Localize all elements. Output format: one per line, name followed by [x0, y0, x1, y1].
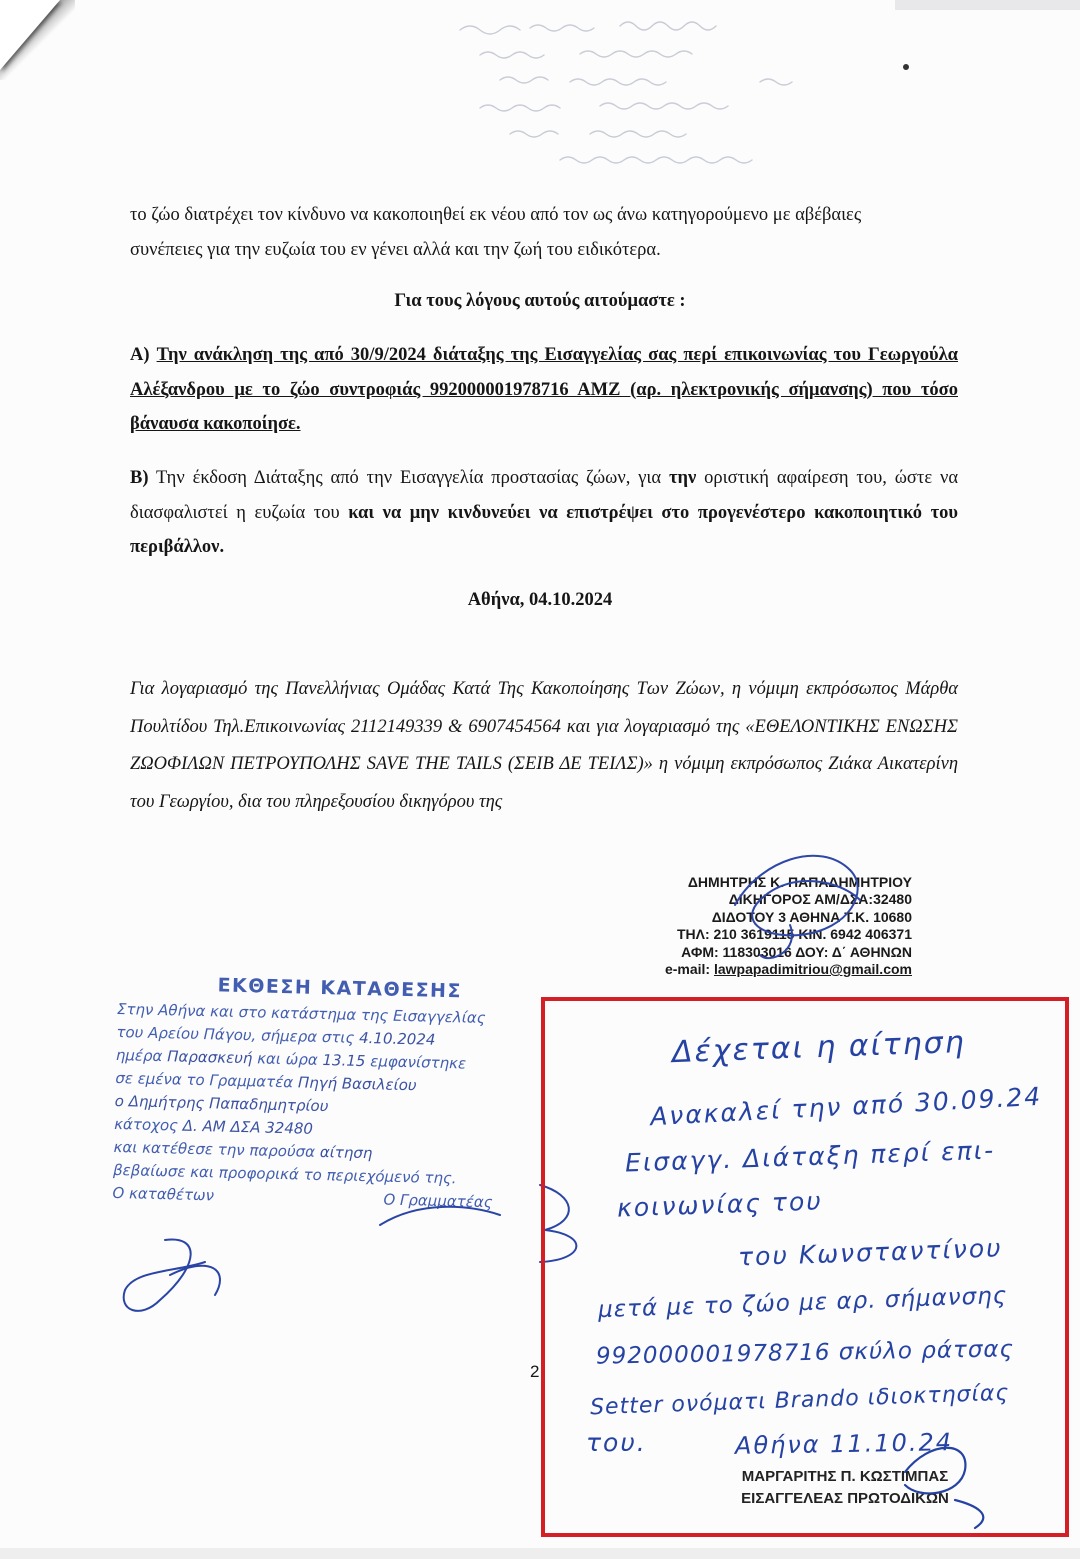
note-line-3: Εισαγγ. Διάταξη περί επι-: [624, 1135, 996, 1178]
filing-day-handwritten: Παρασκευή: [166, 1047, 253, 1068]
signature-paragraph: Για λογαριασμό της Πανελλήνιας Ομάδας Κατά Της Κακοποίησης Των Ζώων, η νόμιμη εκπρόσωπος Μάρθα Πουλτίδου Τηλ.Επικοινωνίας 2112149339 & 6907454564 και για λογαριασμό της «ΕΘΕΛΟΝΤΙΚΗΣ ΕΝΩΣΗΣ ΖΩΟΦΙΛΩΝ ΠΕΤΡΟΥΠΟΛΗΣ SAVE THE TAILS (ΣΕΙΒ ΔΕ ΤΕΙΛΣ)» η νόμιμη εκπρόσωπος Ζιάκα Αικατερίνη του Γεωργίου, δια του πληρεξουσίου δικηγόρου της: [130, 679, 958, 812]
filing-doc-handwritten: αίτηση: [319, 1142, 373, 1163]
lawyer-email: lawpapadimitriou@gmail.com: [713, 961, 912, 978]
request-a-text: Την ανάκληση της από 30/9/2024 διάταξης της Εισαγγελίας σας περί επικοινωνίας του Γεωργούλα Αλέξανδρου με το ζώο συντροφιάς 992000001978716 ΑΜΖ (αρ. ηλεκτρονικής σήμανσης) που τόσο βάναυσα κακοποίησε.: [130, 345, 958, 434]
note-line-9: του.: [586, 1428, 647, 1457]
highlight-box: [541, 997, 1069, 1537]
request-b-text-2: οριστική αφαίρεση του, ώστε να διασφαλιστεί η ευζωία του: [130, 468, 959, 523]
filing-line-2-text: του Αρείου Πάγου, σήμερα στις: [116, 1022, 355, 1047]
filing-id-handwritten: Δ. ΑΜ ΔΣΑ 32480: [182, 1116, 314, 1138]
filing-line-8: βεβαίωσε και προφορικά το περιεχόμενό της.: [112, 1160, 457, 1188]
lawyer-email-label: e-mail:: [664, 961, 711, 978]
note-line-7: 992000001978716 σκύλο ράτσας: [595, 1336, 1015, 1370]
request-b-bold-1: την: [668, 468, 697, 488]
prosecutor-name: ΜΑΡΓΑΡΙΤΗΣ Π. ΚΩΣΤΙΜΠΑΣ: [741, 1468, 949, 1485]
lawyer-stamp: [620, 874, 912, 978]
filing-line-7-text: και κατέθεσε την παρούσα: [113, 1137, 316, 1161]
note-line-4: κοινωνίας του: [616, 1186, 824, 1223]
page-number: 2: [530, 1362, 540, 1381]
note-line-2: Ανακαλεί την από 30.09.24: [649, 1081, 1043, 1132]
lawyer-name: ΔΗΜΗΤΡΗΣ Κ. ΠΑΠΑΔΗΜΗΤΡΙΟΥ: [687, 874, 912, 890]
filing-line-5: ο Δημήτρης Παπαδημητρίου: [114, 1091, 329, 1116]
lawyer-email-line: [620, 961, 912, 978]
lawyer-title: ΔΙΚΗΓΟΡΟΣ ΑΜ/ΔΣΑ:32480: [728, 891, 912, 908]
requests-heading: Για τους λόγους αυτούς αιτούμαστε :: [394, 291, 686, 311]
request-b-bold-2: και να μην κινδυνεύει να επιστρέψει στο προγενέστερο κακοποιητικό του περιβάλλον.: [130, 502, 959, 557]
prosecutor-title: ΕΙΣΑΓΓΕΛΕΑΣ ΠΡΩΤΟΔΙΚΩΝ: [741, 1490, 949, 1507]
note-line-1: Δέχεται η αίτηση: [671, 1024, 967, 1071]
request-b: [130, 461, 958, 565]
note-line-6: μετά με το ζώο με αρ. σήμανσης: [597, 1282, 1008, 1324]
bleed-through-handwriting: [420, 10, 1040, 170]
scan-edge-top: [895, 0, 1080, 10]
filing-line-3-text-b: και ώρα: [256, 1049, 318, 1069]
filing-date-handwritten: 4.10.2024: [358, 1028, 436, 1049]
filing-depositor-label: Ο καταθέτων: [112, 1183, 215, 1205]
note-line-8: Setter ονόματι Brando ιδιοκτησίας: [589, 1380, 1010, 1421]
filing-line-3-text-c: εμφανίστηκε: [370, 1052, 467, 1073]
continuation-line-1: το ζώο διατρέχει τον κίνδυνο να κακοποιηθεί εκ νέου από τον ως άνω κατηγορούμενο με αβέβαιες: [130, 205, 862, 225]
note-date: Αθήνα 11.10.24: [734, 1428, 954, 1460]
filing-line-1: Στην Αθήνα και στο κατάστημα της Εισαγγελίας: [116, 999, 486, 1027]
note-line-5: του Κωνσταντίνου: [737, 1233, 1004, 1272]
filing-line-6-text: κάτοχος: [113, 1114, 179, 1135]
lawyer-tax: ΑΦΜ: 118303016 ΔΟΥ: Δ΄ ΑΘΗΝΩΝ: [681, 943, 912, 960]
filing-clerk-label: Ο Γραμματέας: [383, 1190, 493, 1212]
folded-corner: [0, 0, 60, 70]
request-b-text-1: Την έκδοση Διάταξης από την Εισαγγελία προστασίας ζώων, για: [156, 468, 662, 488]
filing-time-handwritten: 13.15: [322, 1051, 366, 1071]
scan-edge-bottom: [0, 1548, 1080, 1559]
request-a: [130, 338, 958, 442]
body-continuation: [130, 198, 958, 267]
filing-stamp-title: ΕΚΘΕΣΗ ΚΑΤΑΘΕΣΗΣ: [217, 974, 463, 1003]
continuation-line-2: συνέπειες για την ευζωία του εν γένει αλλά και την ζωή του ειδικότερα.: [130, 239, 661, 260]
request-a-label: Α): [130, 345, 150, 365]
filing-line-3-text-a: ημέρα: [115, 1045, 163, 1066]
request-b-label: Β): [130, 468, 149, 488]
lawyer-phone: ΤΗΛ: 210 3619115 ΚΙΝ. 6942 406371: [676, 926, 912, 943]
filing-line-4-text: σε εμένα το Γραμματέα: [115, 1068, 294, 1092]
filing-clerk-handwritten: Πηγή Βασιλείου: [297, 1073, 417, 1095]
filing-stamp: [112, 968, 588, 1216]
place-and-date: Αθήνα, 04.10.2024: [467, 590, 613, 610]
lawyer-address: ΔΙΔΟΤΟΥ 3 ΑΘΗΝΑ Τ.Κ. 10680: [711, 908, 912, 925]
